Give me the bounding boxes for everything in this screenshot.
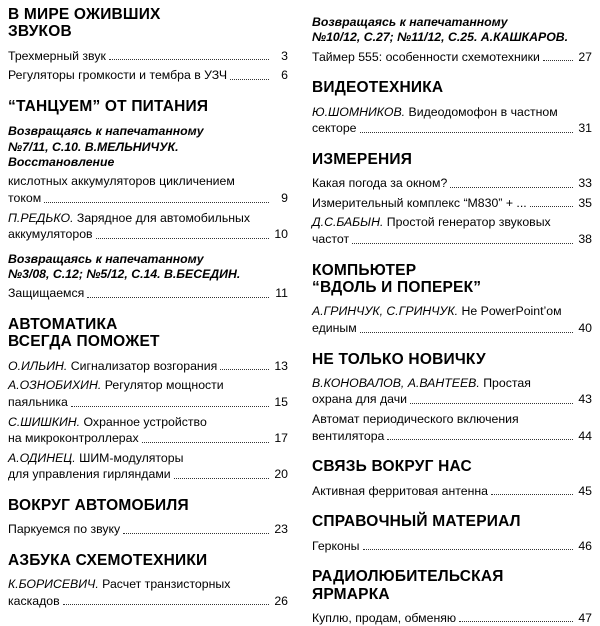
section-v-mire-ozhivshih-zvukov <box>8 6 288 41</box>
entry-title-cont: на микроконтроллерах <box>8 431 139 446</box>
section-title-line1: СВЯЗЬ ВОКРУГ НАС <box>312 458 472 476</box>
page-number: 35 <box>578 195 592 210</box>
entry-tail-text <box>312 483 488 500</box>
right-column <box>300 0 600 625</box>
entry-tail-text <box>312 175 447 192</box>
entry-oznobihin-regulyator[interactable] <box>8 377 288 410</box>
page-number: 10 <box>274 227 288 242</box>
entry-title: Герконы <box>312 538 360 553</box>
page-number: 31 <box>578 121 592 136</box>
section-title-line1: НЕ ТОЛЬКО НОВИЧКУ <box>312 350 486 368</box>
entry-tail-text <box>8 358 217 375</box>
page-number: 23 <box>274 522 288 537</box>
entry-title-cont: секторе <box>312 121 357 136</box>
entry-title: Защищаемся <box>8 286 85 301</box>
section-title-line1: ВИДЕОТЕХНИКА <box>312 79 444 97</box>
entry-title: Не PowerPoint’ом <box>461 304 562 319</box>
reprint-line2: №10/12, С.27; №11/12, С.25. А.КАШКАРОВ. <box>312 30 569 45</box>
section-title-line1: ВОКРУГ АВТОМОБИЛЯ <box>8 496 189 514</box>
page-number: 46 <box>578 538 592 553</box>
reprint-line1: Возвращаясь к напечатанному <box>8 251 204 266</box>
page-number: 40 <box>578 320 592 335</box>
entry-tail-text <box>312 538 360 555</box>
page-number: 43 <box>578 392 592 407</box>
entry-kakaya-pogoda[interactable] <box>312 175 592 192</box>
entry-title: Таймер 555: особенности схемотехники <box>312 49 540 64</box>
entry-shomnikov-videodomofon[interactable] <box>312 104 592 137</box>
entry-first-line <box>312 411 592 428</box>
entry-author: Ю.ШОМНИКОВ. <box>312 104 409 119</box>
entry-author: А.ОДИНЕЦ. <box>8 450 80 465</box>
entry-author: К.БОРИСЕВИЧ. <box>8 577 103 592</box>
entry-title: Регулятор мощности <box>104 378 224 393</box>
section-title-line1: “ТАНЦУЕМ” ОТ ПИТАНИЯ <box>8 97 209 115</box>
page-number: 11 <box>275 286 288 301</box>
entry-title-cont: каскадов <box>8 593 60 608</box>
entry-title: Измерительный комплекс “М830” + ... <box>312 195 527 210</box>
section-title-line2: “ВДОЛЬ И ПОПЕРЕК” <box>312 278 482 296</box>
dot-leader <box>71 406 269 407</box>
entry-kuplyu-prodam-obmenyayu[interactable] <box>312 610 592 626</box>
section-title-line1: АЗБУКА СХЕМОТЕХНИКИ <box>8 551 208 569</box>
section-title-line1: СПРАВОЧНЫЙ МАТЕРИАЛ <box>312 513 521 531</box>
entry-first-line <box>312 303 592 320</box>
entry-first-line <box>8 210 288 227</box>
dot-leader <box>352 243 573 244</box>
entry-tail-text <box>8 466 171 483</box>
entry-tail-text <box>8 521 120 538</box>
entry-title-cont: аккумуляторов <box>8 227 93 242</box>
page-number: 26 <box>274 593 288 608</box>
entry-first-line <box>8 173 288 190</box>
entry-title: Какая погода за окном? <box>312 176 448 191</box>
dot-leader <box>63 604 269 605</box>
section-title-line2: ЗВУКОВ <box>8 23 72 41</box>
dot-leader <box>87 297 269 298</box>
page-number: 20 <box>274 467 288 482</box>
section-videotehnika <box>312 79 592 96</box>
reprint-line2: №3/08, С.12; №5/12, С.14. В.БЕСЕДИН. <box>8 267 241 282</box>
entry-author: А.ГРИНЧУК, С.ГРИНЧУК. <box>312 304 462 319</box>
entry-tail-text <box>312 49 540 66</box>
entry-borisevich-raschet[interactable] <box>8 576 288 609</box>
entry-tail-text <box>8 394 68 411</box>
left-column <box>0 0 300 608</box>
entry-melnichuk-vosstanovlenie[interactable] <box>8 173 288 206</box>
page-number: 17 <box>274 431 288 446</box>
entry-title-cont: вентилятора <box>312 428 385 443</box>
entry-title-cont: единым <box>312 320 357 335</box>
entry-author: Д.С.БАБЫН. <box>312 215 387 230</box>
entry-parkuemsya-po-zvuku[interactable] <box>8 521 288 538</box>
section-izmereniya <box>312 151 592 168</box>
entry-title: Видеодомофон в частном <box>408 104 558 119</box>
entry-tail-text <box>312 391 407 408</box>
entry-title: Трехмерный звук <box>8 48 106 63</box>
entry-tail-text <box>8 226 93 243</box>
entry-odinec-shim[interactable] <box>8 450 288 483</box>
entry-title: Куплю, продам, обменяю <box>312 610 457 625</box>
dot-leader <box>543 60 573 61</box>
entry-first-line <box>8 414 288 431</box>
reprint-line1: Возвращаясь к напечатанному <box>8 124 204 139</box>
page-number: 9 <box>281 190 288 205</box>
dot-leader <box>230 79 269 80</box>
page-number: 13 <box>274 358 288 373</box>
dot-leader <box>174 478 269 479</box>
reprint-note-2 <box>8 252 288 283</box>
entry-first-line <box>8 576 288 593</box>
entry-tail-text <box>312 231 349 248</box>
section-title-line1: АВТОМАТИКА <box>8 316 118 334</box>
entry-title-cont: охрана для дачи <box>312 392 408 407</box>
dot-leader <box>363 549 573 550</box>
section-spravochnyj-material <box>312 513 592 530</box>
entry-tail-text <box>312 120 357 137</box>
dot-leader <box>410 403 573 404</box>
section-ne-tolko-novichku <box>312 351 592 368</box>
entry-title: кислотных аккумуляторов цикличением <box>8 174 235 189</box>
entry-konovalov-vanteev-ohrana[interactable] <box>312 375 592 408</box>
entry-first-line <box>8 450 288 467</box>
entry-author: О.ИЛЬИН. <box>8 358 71 373</box>
dot-leader <box>491 494 573 495</box>
entry-first-line <box>8 377 288 394</box>
dot-leader <box>44 202 269 203</box>
entry-author: С.ШИШКИН. <box>8 414 84 429</box>
entry-title: Активная ферритовая антенна <box>312 483 488 498</box>
dot-leader <box>109 59 269 60</box>
dot-leader <box>360 332 573 333</box>
entry-title-cont: частот <box>312 232 350 246</box>
dot-leader <box>96 238 269 239</box>
entry-tail-text <box>312 195 527 212</box>
entry-shishkin-ohrannoe[interactable] <box>8 414 288 447</box>
entry-tail-text <box>8 593 60 610</box>
section-title-line1: КОМПЬЮТЕР <box>312 261 417 279</box>
page-number: 6 <box>281 68 288 83</box>
page-number: 33 <box>578 176 592 191</box>
section-svyaz-vokrug-nas <box>312 458 592 475</box>
dot-leader <box>123 533 269 534</box>
entry-first-line <box>312 375 592 392</box>
page-number: 27 <box>578 49 592 64</box>
section-title-line1: РАДИОЛЮБИТЕЛЬСКАЯ <box>312 568 504 586</box>
page-number: 3 <box>281 48 288 63</box>
entry-title: ШИМ-модуляторы <box>79 450 184 465</box>
entry-aktivnaya-ferritovaya-antenna[interactable] <box>312 483 592 500</box>
entry-tail-text <box>8 48 106 65</box>
entry-babyn-generator[interactable] <box>312 214 592 247</box>
entry-title-cont: током <box>8 190 42 205</box>
entry-tail-text <box>8 67 227 84</box>
entry-avtomat-ventilyatora[interactable] <box>312 411 592 444</box>
dot-leader <box>360 132 573 133</box>
entry-title-cont: паяльника <box>8 394 68 409</box>
page-number: 15 <box>274 394 288 409</box>
section-title-line1: ИЗМЕРЕНИЯ <box>312 150 413 168</box>
entry-tail-text <box>312 428 384 445</box>
section-radiolyubitelskaya-yarmarka <box>312 568 592 603</box>
entry-trehmernyj-zvuk[interactable] <box>8 48 288 65</box>
entry-grinchuk-powerpoint[interactable] <box>312 303 592 336</box>
entry-title: Сигнализатор возгорания <box>70 358 218 373</box>
entry-redko-zaryadnoe[interactable] <box>8 210 288 243</box>
entry-title: Зарядное для автомобильных <box>76 210 251 225</box>
entry-title-cont: для управления гирляндами <box>8 467 171 482</box>
entry-tail-text <box>8 285 84 302</box>
dot-leader <box>142 442 269 443</box>
page-number: 44 <box>578 428 592 443</box>
section-vokrug-avtomobilya <box>8 497 288 514</box>
entry-author: В.КОНОВАЛОВ, А.ВАНТЕЕВ. <box>312 375 484 390</box>
entry-tail-text <box>8 190 41 207</box>
reprint-line1: Возвращаясь к напечатанному <box>312 15 508 29</box>
section-azbuka-shemotehniki <box>8 552 288 569</box>
reprint-note-1 <box>8 124 288 170</box>
entry-first-line <box>312 104 592 121</box>
dot-leader <box>450 187 573 188</box>
reprint-note-3 <box>312 15 592 46</box>
section-title-line2: ЯРМАРКА <box>312 585 390 603</box>
entry-author: А.ОЗНОБИХИН. <box>8 378 105 393</box>
section-tancuem-ot-pitaniya <box>8 98 288 115</box>
dot-leader <box>387 439 573 440</box>
entry-title: Простой генератор звуковых <box>386 215 551 230</box>
entry-title: Автомат периодического включения <box>312 412 519 427</box>
entry-regulyatory-gromkosti[interactable] <box>8 67 288 84</box>
reprint-line2: №7/11, С.10. В.МЕЛЬНИЧУК. Восстановление <box>8 139 179 169</box>
entry-gerkony[interactable] <box>312 538 592 555</box>
entry-ilin-signalizator[interactable] <box>8 358 288 375</box>
entry-besedin-zashishaemsya[interactable] <box>8 285 288 302</box>
entry-author: П.РЕДЬКО. <box>8 210 77 225</box>
page-number: 47 <box>578 610 592 625</box>
dot-leader <box>220 369 269 370</box>
dot-leader <box>530 206 573 207</box>
entry-title: Паркуемся по звуку <box>8 522 121 537</box>
dot-leader <box>459 621 573 622</box>
page-number: 45 <box>578 483 592 498</box>
entry-title: Охранное устройство <box>83 414 207 429</box>
entry-title: Регуляторы громкости и тембра в УЗЧ <box>8 68 228 83</box>
section-kompyuter-vdol-i-poperek <box>312 262 592 297</box>
entry-tail-text <box>8 430 139 447</box>
section-title-line2: ВСЕГДА ПОМОЖЕТ <box>8 333 160 351</box>
entry-izmeritelnyj-kompleks[interactable] <box>312 195 592 212</box>
section-avtomatika-vsegda-pomozhet <box>8 316 288 351</box>
entry-tail-text <box>312 320 357 337</box>
entry-title: Расчет транзисторных <box>102 577 231 592</box>
page-number: 38 <box>578 232 592 246</box>
entry-tail-text <box>312 610 456 626</box>
entry-tajmer-555[interactable] <box>312 49 592 66</box>
section-title-line1: В МИРЕ ОЖИВШИХ <box>8 6 161 23</box>
entry-first-line <box>312 214 592 231</box>
entry-title: Простая <box>483 375 531 390</box>
